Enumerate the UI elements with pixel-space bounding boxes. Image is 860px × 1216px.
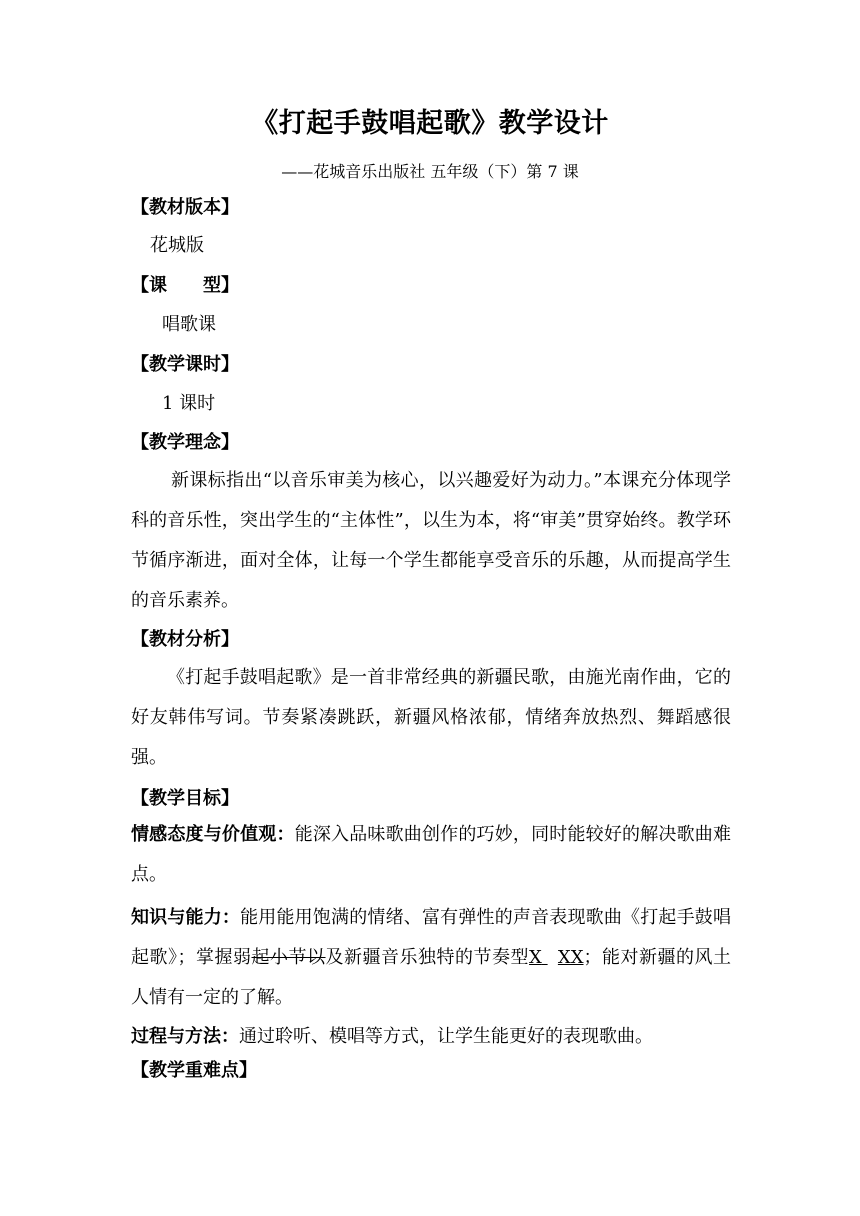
section-heading-edition: 【教材版本】: [131, 197, 239, 218]
goal-process-label: 过程与方法：: [131, 1026, 239, 1047]
goal-process-text: 通过聆听、模唱等方式，让学生能更好的表现歌曲。: [239, 1026, 653, 1047]
goal-knowledge-label: 知识与能力：: [131, 907, 241, 928]
section-heading-lesson-type: 【课 型】: [131, 275, 239, 296]
document-subtitle: ——花城音乐出版社 五年级（下）第 7 课: [281, 162, 579, 181]
document-title: 《打起手鼓唱起歌》教学设计: [251, 108, 609, 139]
rhythm-gap: [542, 938, 558, 978]
rhythm-note-x: X: [529, 947, 542, 968]
section-content-analysis: 《打起手鼓唱起歌》是一首非常经典的新疆民歌，由施光南作曲，它的好友韩伟写词。节奏紧凑跳跃，新疆风格浓郁，情绪奔放热烈、舞蹈感很强。: [131, 667, 731, 768]
goal-knowledge-text-3: ；能对新疆的风土人情有一定的了解。: [131, 947, 732, 1008]
section-content-philosophy: 新课标指出“以音乐审美为核心，以兴趣爱好为动力。”本课充分体现学科的音乐性，突出学生的“主体性”，以生为本，将“审美”贯穿始终。教学环节循序渐进，面对全体，让每一个学生都能享受音乐的乐趣，从而提高学生的音乐素养。: [131, 470, 731, 611]
section-content-edition: 花城版: [150, 235, 204, 256]
section-content-hours: 1 课时: [162, 393, 216, 414]
section-heading-philosophy: 【教学理念】: [131, 432, 239, 453]
goal-emotion-label: 情感态度与价值观：: [131, 824, 295, 845]
goal-knowledge-text-1: 能用能用饱满的情绪、富有弹性的声音表现歌曲《打起手鼓唱起歌》；掌握弱: [131, 907, 731, 968]
goal-knowledge-struck-text: 起小节以: [251, 947, 326, 968]
section-heading-analysis: 【教材分析】: [131, 629, 239, 650]
goal-emotion: [131, 815, 731, 895]
goal-knowledge-text-2: 及新疆音乐独特的节奏型: [325, 947, 530, 968]
section-heading-key-points: 【教学重难点】: [131, 1060, 257, 1081]
section-heading-goals: 【教学目标】: [131, 788, 239, 809]
goal-emotion-text: 能深入品味歌曲创作的巧妙，同时能较好的解决歌曲难点。: [131, 824, 731, 885]
goal-process: [131, 1017, 731, 1057]
rhythm-note-xx: XX: [557, 947, 584, 968]
section-heading-hours: 【教学课时】: [131, 354, 239, 375]
goal-knowledge: [131, 898, 731, 1018]
section-content-lesson-type: 唱歌课: [162, 314, 216, 335]
